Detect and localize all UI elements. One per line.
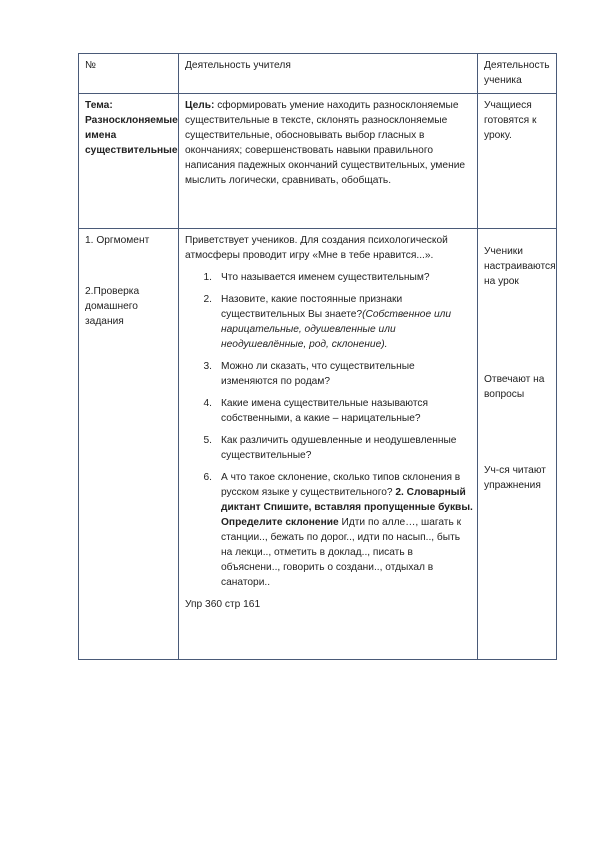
question-body	[221, 292, 473, 352]
question-answer-hint: (Собственное или нарицательные, одушевленные или неодушевлённые, род, склонение).	[221, 309, 452, 350]
question-body	[221, 470, 473, 590]
question-text: А что такое склонение, сколько типов склонения в русском языке у существительного?	[221, 472, 461, 498]
question-number: 3.	[203, 361, 212, 372]
student-activity-cell	[478, 229, 557, 660]
list-item	[185, 433, 473, 463]
questions-list	[185, 270, 473, 590]
stage-homework-check: 2.Проверка домашнего задания	[85, 286, 140, 327]
list-item	[185, 359, 473, 389]
question-number: 5.	[203, 435, 212, 446]
stages-cell	[79, 229, 179, 660]
question-number: 2.	[203, 294, 212, 305]
list-item	[185, 292, 473, 352]
list-item	[185, 396, 473, 426]
question-number: 4.	[203, 398, 212, 409]
student-note-ready: Ученики настраиваются на урок	[484, 246, 556, 287]
question-number: 6.	[203, 472, 212, 483]
list-item	[185, 470, 473, 590]
goal-text: сформировать умение находить разносклоняемые существительные в тексте, склонять разносклоняемые существительные, обосновывать выбор гласных в окончаниях; совершенствовать навыки правильного написания падежных окончаний существительных, умение мыслить логически, сравнивать, обобщать.	[185, 100, 466, 186]
lesson-plan-table	[78, 53, 557, 660]
header-row	[79, 54, 557, 94]
dictation-instruction: 2. Словарный диктант Спишите, вставляя пропущенные буквы. Определите склонение	[221, 487, 473, 528]
stage-orgmoment: 1. Оргмомент	[85, 235, 150, 246]
header-number: №	[79, 54, 179, 94]
question-text: Что называется именем существительным?	[221, 272, 430, 283]
question-text: Можно ли сказать, что существительные изменяются по родам?	[221, 361, 415, 387]
question-text: Какие имена существительные называются собственными, а какие – нарицательные?	[221, 398, 428, 424]
greeting-text: Приветствует учеников. Для создания психологической атмосферы проводит игру «Мне в тебе нравится...».	[185, 235, 448, 261]
header-student-activity: Деятельность ученика	[478, 54, 557, 94]
lesson-goal	[185, 98, 473, 188]
exercise-reference: Упр 360 стр 161	[185, 599, 261, 610]
list-item	[185, 270, 473, 285]
teacher-activity-cell	[179, 229, 478, 660]
student-prep: Учащиеся готовятся к уроку.	[478, 94, 557, 229]
student-note-answer: Отвечают на вопросы	[484, 374, 545, 400]
question-text: Как различить одушевленные и неодушевленные существительные?	[221, 435, 457, 461]
lesson-goal-cell	[179, 94, 478, 229]
lesson-topic: Тема: Разносклоняемые имена существительные	[79, 94, 179, 229]
dictation-words: Идти по алле…, шагать к станции.., бежать по дорог.., идти по насып.., быть на лекци.., отметить в доклад.., писать в объяснени.., говорить о создани.., отдыхал в санатори..	[221, 517, 462, 588]
intro-row	[79, 94, 557, 229]
question-text: Назовите, какие постоянные признаки существительных Вы знаете?	[221, 294, 403, 320]
header-teacher-activity: Деятельность учителя	[179, 54, 478, 94]
question-number: 1.	[203, 272, 212, 283]
student-note-read: Уч-ся читают упражнения	[484, 465, 546, 491]
goal-label: Цель:	[185, 100, 215, 111]
main-row	[79, 229, 557, 660]
